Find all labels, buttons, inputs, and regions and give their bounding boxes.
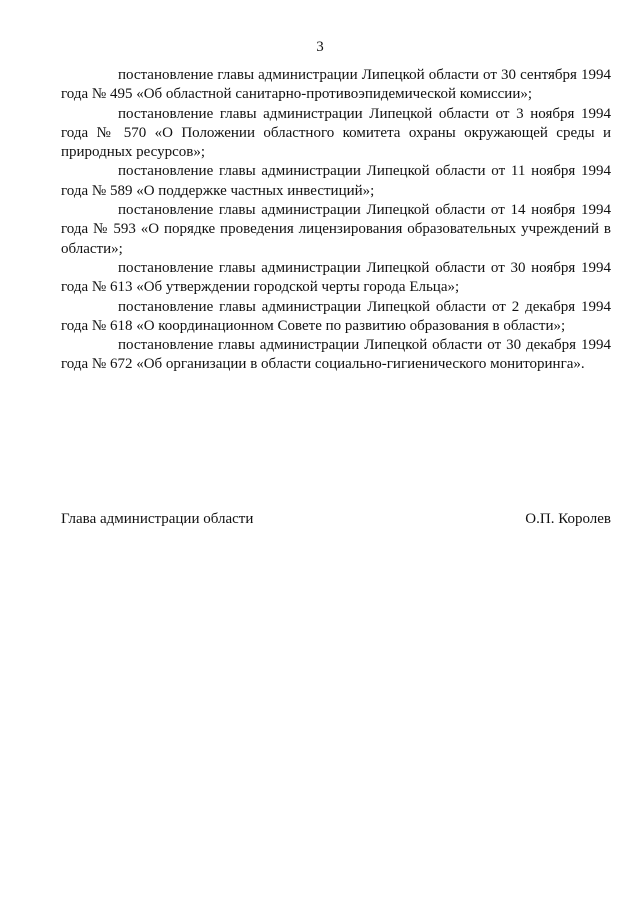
signature-block	[61, 509, 611, 529]
page-number: 3	[316, 39, 324, 55]
signatory-name: О.П. Королев	[525, 511, 611, 527]
decree-paragraph: постановление главы администрации Липецкой области от 30 сентября 1994 года № 495 «Об областной санитарно-противоэпидемической комиссии»;	[61, 67, 611, 103]
decree-list	[61, 66, 611, 375]
signatory-position: Глава администрации области	[61, 511, 254, 527]
decree-paragraph: постановление главы администрации Липецкой области от 11 ноября 1994 года № 589 «О поддержке частных инвестиций»;	[61, 163, 611, 199]
decree-paragraph: постановление главы администрации Липецкой области от 30 ноября 1994 года № 613 «Об утверждении городской черты города Ельца»;	[61, 259, 611, 296]
decree-paragraph: постановление главы администрации Липецкой области от 30 декабря 1994 года № 672 «Об организации в области социально-гигиенического мониторинга».	[61, 337, 611, 373]
decree-paragraph: постановление главы администрации Липецкой области от 3 ноября 1994 года № 570 «О Положении областного комитета охраны окружающей среды и природных ресурсов»;	[61, 105, 611, 161]
decree-paragraph: постановление главы администрации Липецкой области от 14 ноября 1994 года № 593 «О порядке проведения лицензирования образовательных учреждений в области»;	[61, 202, 611, 257]
decree-paragraph: постановление главы администрации Липецкой области от 2 декабря 1994 года № 618 «О координационном Совете по развитию образования в области»;	[61, 298, 611, 334]
